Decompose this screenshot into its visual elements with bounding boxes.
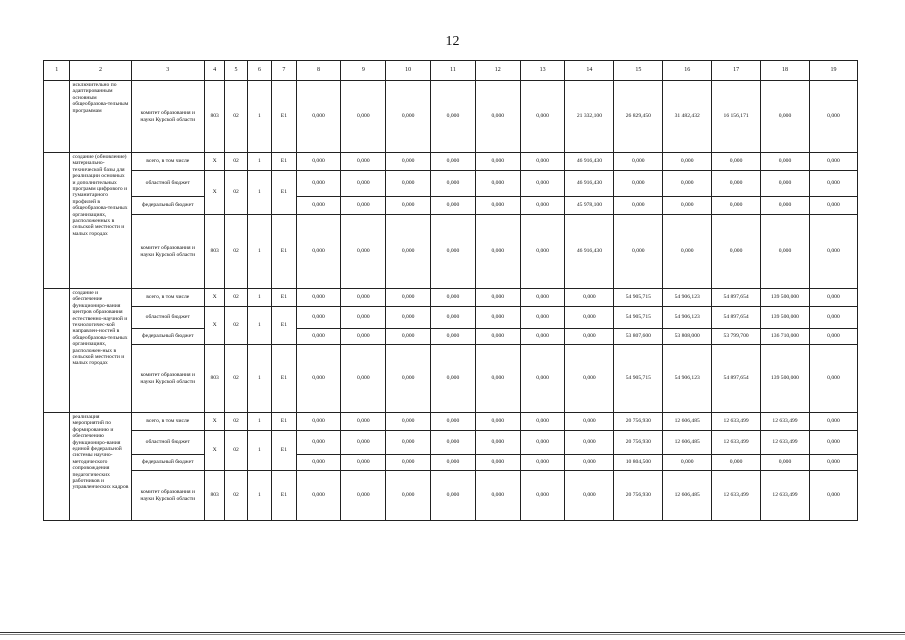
value-cell: 0,000 [565,431,614,455]
table-row [44,413,858,431]
header-cell: 17 [712,61,761,81]
value-cell: 0,000 [296,197,341,215]
value-cell: 0,000 [475,471,520,521]
value-cell: 54 905,715 [614,307,663,329]
code-cell-c6: 1 [247,81,271,153]
value-cell: 0,000 [809,471,857,521]
value-cell: 0,000 [520,153,565,171]
code-cell-c7: Е1 [272,153,296,171]
table-row [44,345,858,413]
code-cell-c6: 1 [247,413,271,431]
value-cell: 0,000 [809,329,857,345]
value-cell: 0,000 [431,413,476,431]
value-cell: 0,000 [565,345,614,413]
group-number-cell [44,413,70,521]
value-cell: 12 633,499 [761,471,810,521]
value-cell: 0,000 [386,413,431,431]
funding-source: комитет образования и науки Курской области [131,81,204,153]
code-cell-c7: Е1 [272,345,296,413]
measure-description: создание и обеспечение функциониро-вания центров образования естественно-научной и технологичес-кой направлен-ностей в общеобразова-тельных организациях, расположен-ных в сельской местности и малых городах [70,289,131,413]
value-cell: 0,000 [663,215,712,289]
group-number-cell [44,81,70,153]
value-cell: 53 808,000 [663,329,712,345]
value-cell: 0,000 [475,81,520,153]
funding-source: федеральный бюджет [131,455,204,471]
value-cell: 54 906,123 [663,307,712,329]
code-cell-c7: Е1 [272,289,296,307]
value-cell: 0,000 [809,413,857,431]
value-cell: 0,000 [296,81,341,153]
value-cell: 0,000 [431,431,476,455]
code-cell-c4: Х [204,171,224,215]
code-cell-c7: Е1 [272,471,296,521]
code-cell-c7: Е1 [272,215,296,289]
funding-source: всего, в том числе [131,413,204,431]
code-cell-c6: 1 [247,345,271,413]
value-cell: 12 633,499 [712,471,761,521]
value-cell: 0,000 [520,197,565,215]
value-cell: 20 756,930 [614,431,663,455]
value-cell: 0,000 [341,197,386,215]
funding-source: федеральный бюджет [131,197,204,215]
header-cell: 16 [663,61,712,81]
value-cell: 0,000 [431,153,476,171]
value-cell: 0,000 [341,455,386,471]
value-cell: 0,000 [809,197,857,215]
value-cell: 0,000 [341,171,386,197]
value-cell: 0,000 [341,215,386,289]
value-cell: 0,000 [761,153,810,171]
funding-source: комитет образования и науки Курской области [131,215,204,289]
value-cell: 0,000 [341,329,386,345]
value-cell: 54 897,654 [712,307,761,329]
value-cell: 12 633,499 [712,413,761,431]
value-cell: 0,000 [475,171,520,197]
scan-edge-line-secondary [0,634,905,635]
code-cell-c7: Е1 [272,81,296,153]
value-cell: 0,000 [431,171,476,197]
value-cell: 0,000 [475,215,520,289]
measure-description: создание (обновление) материально-технической базы для реализации основных и дополнительных программ цифрового и гуманитарного профилей в общеобразова-тельных организациях, расположенных в сельской местности и малых городах [70,153,131,289]
table-row [44,197,858,215]
table-row [44,455,858,471]
header-cell: 19 [809,61,857,81]
table-row [44,81,858,153]
value-cell: 0,000 [386,81,431,153]
header-cell: 18 [761,61,810,81]
code-cell-c6: 1 [247,171,271,215]
value-cell: 0,000 [296,413,341,431]
code-cell-c6: 1 [247,307,271,345]
code-cell-c5: 02 [225,413,247,431]
funding-source: областной бюджет [131,171,204,197]
value-cell: 0,000 [809,153,857,171]
budget-table [43,60,858,521]
value-cell: 0,000 [520,171,565,197]
code-cell-c4: Х [204,307,224,345]
value-cell: 0,000 [296,345,341,413]
value-cell: 46 916,430 [565,215,614,289]
funding-source: федеральный бюджет [131,329,204,345]
value-cell: 54 905,715 [614,289,663,307]
header-cell: 6 [247,61,271,81]
code-cell-c5: 02 [225,345,247,413]
value-cell: 0,000 [386,431,431,455]
value-cell: 0,000 [761,171,810,197]
value-cell: 0,000 [431,289,476,307]
code-cell-c6: 1 [247,431,271,471]
value-cell: 0,000 [520,81,565,153]
value-cell: 0,000 [296,471,341,521]
table-row [44,171,858,197]
code-cell-c7: Е1 [272,307,296,345]
value-cell: 0,000 [341,345,386,413]
value-cell: 0,000 [296,455,341,471]
value-cell: 0,000 [386,345,431,413]
funding-source: комитет образования и науки Курской области [131,471,204,521]
value-cell: 0,000 [475,413,520,431]
value-cell: 21 332,100 [565,81,614,153]
value-cell: 0,000 [431,329,476,345]
value-cell: 0,000 [712,455,761,471]
value-cell: 0,000 [475,307,520,329]
value-cell: 0,000 [341,413,386,431]
value-cell: 16 156,171 [712,81,761,153]
code-cell-c4: Х [204,413,224,431]
value-cell: 139 500,000 [761,345,810,413]
value-cell: 12 633,499 [761,431,810,455]
value-cell: 0,000 [520,289,565,307]
value-cell: 54 897,654 [712,345,761,413]
value-cell: 0,000 [341,81,386,153]
value-cell: 0,000 [761,455,810,471]
value-cell: 0,000 [712,153,761,171]
value-cell: 10 804,500 [614,455,663,471]
value-cell: 0,000 [809,171,857,197]
value-cell: 0,000 [386,153,431,171]
value-cell: 54 897,654 [712,289,761,307]
value-cell: 54 906,123 [663,345,712,413]
page-number: 12 [445,34,460,49]
value-cell: 0,000 [475,153,520,171]
value-cell: 0,000 [341,431,386,455]
value-cell: 0,000 [614,215,663,289]
value-cell: 0,000 [386,329,431,345]
value-cell: 0,000 [431,307,476,329]
value-cell: 0,000 [296,431,341,455]
value-cell: 0,000 [386,215,431,289]
code-cell-c7: Е1 [272,431,296,471]
value-cell: 0,000 [386,471,431,521]
code-cell-c4: Х [204,289,224,307]
value-cell: 0,000 [431,471,476,521]
value-cell: 0,000 [386,455,431,471]
value-cell: 0,000 [431,455,476,471]
measure-description: исключительно по адаптированным основным общеобразова-тельным программам [70,81,131,153]
value-cell: 0,000 [761,197,810,215]
funding-source: областной бюджет [131,431,204,455]
measure-description: реализация мероприятий по формированию и обеспечению функциониро-вания единой федеральной системы научно-методического сопровождения педагогических работников и управленческих кадров [70,413,131,521]
value-cell: 0,000 [663,153,712,171]
code-cell-c6: 1 [247,153,271,171]
header-cell: 10 [386,61,431,81]
value-cell: 0,000 [809,345,857,413]
scan-edge-line [0,632,905,633]
value-cell: 20 756,930 [614,413,663,431]
header-cell: 12 [475,61,520,81]
value-cell: 0,000 [663,197,712,215]
table-row [44,431,858,455]
value-cell: 0,000 [712,197,761,215]
value-cell: 0,000 [431,81,476,153]
group-number-cell [44,289,70,413]
value-cell: 0,000 [386,289,431,307]
header-cell: 9 [341,61,386,81]
code-cell-c5: 02 [225,81,247,153]
value-cell: 45 978,100 [565,197,614,215]
code-cell-c7: Е1 [272,171,296,215]
value-cell: 0,000 [809,431,857,455]
value-cell: 0,000 [386,197,431,215]
value-cell: 53 807,600 [614,329,663,345]
table-row [44,307,858,329]
table-row [44,471,858,521]
code-cell-c4: 803 [204,345,224,413]
value-cell: 0,000 [296,153,341,171]
value-cell: 0,000 [663,455,712,471]
value-cell: 0,000 [565,413,614,431]
code-cell-c5: 02 [225,431,247,471]
code-cell-c5: 02 [225,171,247,215]
value-cell: 0,000 [520,307,565,329]
value-cell: 0,000 [341,153,386,171]
value-cell: 0,000 [431,197,476,215]
value-cell: 12 606,485 [663,471,712,521]
code-cell-c4: 803 [204,471,224,521]
funding-source: всего, в том числе [131,153,204,171]
code-cell-c5: 02 [225,215,247,289]
value-cell: 0,000 [431,345,476,413]
value-cell: 0,000 [296,171,341,197]
value-cell: 0,000 [475,455,520,471]
code-cell-c4: Х [204,431,224,471]
value-cell: 0,000 [520,455,565,471]
header-cell: 3 [131,61,204,81]
funding-source: комитет образования и науки Курской области [131,345,204,413]
value-cell: 0,000 [809,215,857,289]
value-cell: 12 633,499 [761,413,810,431]
value-cell: 0,000 [386,171,431,197]
code-cell-c6: 1 [247,471,271,521]
code-cell-c5: 02 [225,289,247,307]
table-row [44,153,858,171]
funding-source: областной бюджет [131,307,204,329]
funding-source: всего, в том числе [131,289,204,307]
code-cell-c5: 02 [225,307,247,345]
value-cell: 0,000 [475,197,520,215]
header-row [44,61,858,81]
header-cell: 2 [70,61,131,81]
value-cell: 54 906,123 [663,289,712,307]
value-cell: 0,000 [296,289,341,307]
value-cell: 0,000 [809,455,857,471]
value-cell: 0,000 [663,171,712,197]
code-cell-c5: 02 [225,471,247,521]
value-cell: 0,000 [614,197,663,215]
value-cell: 0,000 [341,289,386,307]
value-cell: 12 606,485 [663,413,712,431]
value-cell: 0,000 [296,307,341,329]
value-cell: 12 606,485 [663,431,712,455]
value-cell: 0,000 [809,289,857,307]
value-cell: 0,000 [565,307,614,329]
table-row [44,329,858,345]
value-cell: 0,000 [761,81,810,153]
value-cell: 136 710,000 [761,329,810,345]
value-cell: 54 905,715 [614,345,663,413]
code-cell-c4: 803 [204,81,224,153]
value-cell: 0,000 [520,471,565,521]
group-number-cell [44,153,70,289]
header-cell: 1 [44,61,70,81]
value-cell: 20 756,930 [614,471,663,521]
value-cell: 0,000 [296,215,341,289]
value-cell: 0,000 [341,471,386,521]
header-cell: 11 [431,61,476,81]
value-cell: 0,000 [475,329,520,345]
value-cell: 0,000 [565,289,614,307]
value-cell: 0,000 [520,215,565,289]
code-cell-c4: Х [204,153,224,171]
value-cell: 46 916,430 [565,153,614,171]
value-cell: 26 829,450 [614,81,663,153]
value-cell: 0,000 [475,345,520,413]
header-cell: 5 [225,61,247,81]
value-cell: 0,000 [341,307,386,329]
header-cell: 8 [296,61,341,81]
table-row [44,215,858,289]
code-cell-c6: 1 [247,289,271,307]
code-cell-c4: 803 [204,215,224,289]
value-cell: 0,000 [712,215,761,289]
value-cell: 0,000 [431,215,476,289]
value-cell: 0,000 [520,345,565,413]
value-cell: 0,000 [520,413,565,431]
value-cell: 0,000 [520,329,565,345]
value-cell: 31 482,432 [663,81,712,153]
value-cell: 0,000 [386,307,431,329]
value-cell: 139 500,000 [761,307,810,329]
value-cell: 0,000 [614,153,663,171]
value-cell: 0,000 [296,329,341,345]
header-cell: 14 [565,61,614,81]
code-cell-c6: 1 [247,215,271,289]
value-cell: 53 799,700 [712,329,761,345]
value-cell: 0,000 [809,81,857,153]
value-cell: 0,000 [565,455,614,471]
value-cell: 0,000 [809,307,857,329]
header-cell: 7 [272,61,296,81]
value-cell: 0,000 [475,289,520,307]
code-cell-c5: 02 [225,153,247,171]
value-cell: 46 916,430 [565,171,614,197]
value-cell: 0,000 [614,171,663,197]
code-cell-c7: Е1 [272,413,296,431]
header-cell: 15 [614,61,663,81]
value-cell: 0,000 [475,431,520,455]
value-cell: 0,000 [565,329,614,345]
value-cell: 0,000 [565,471,614,521]
value-cell: 139 500,000 [761,289,810,307]
header-cell: 13 [520,61,565,81]
value-cell: 0,000 [761,215,810,289]
table-row [44,289,858,307]
value-cell: 0,000 [712,171,761,197]
value-cell: 12 633,499 [712,431,761,455]
value-cell: 0,000 [520,431,565,455]
header-cell: 4 [204,61,224,81]
